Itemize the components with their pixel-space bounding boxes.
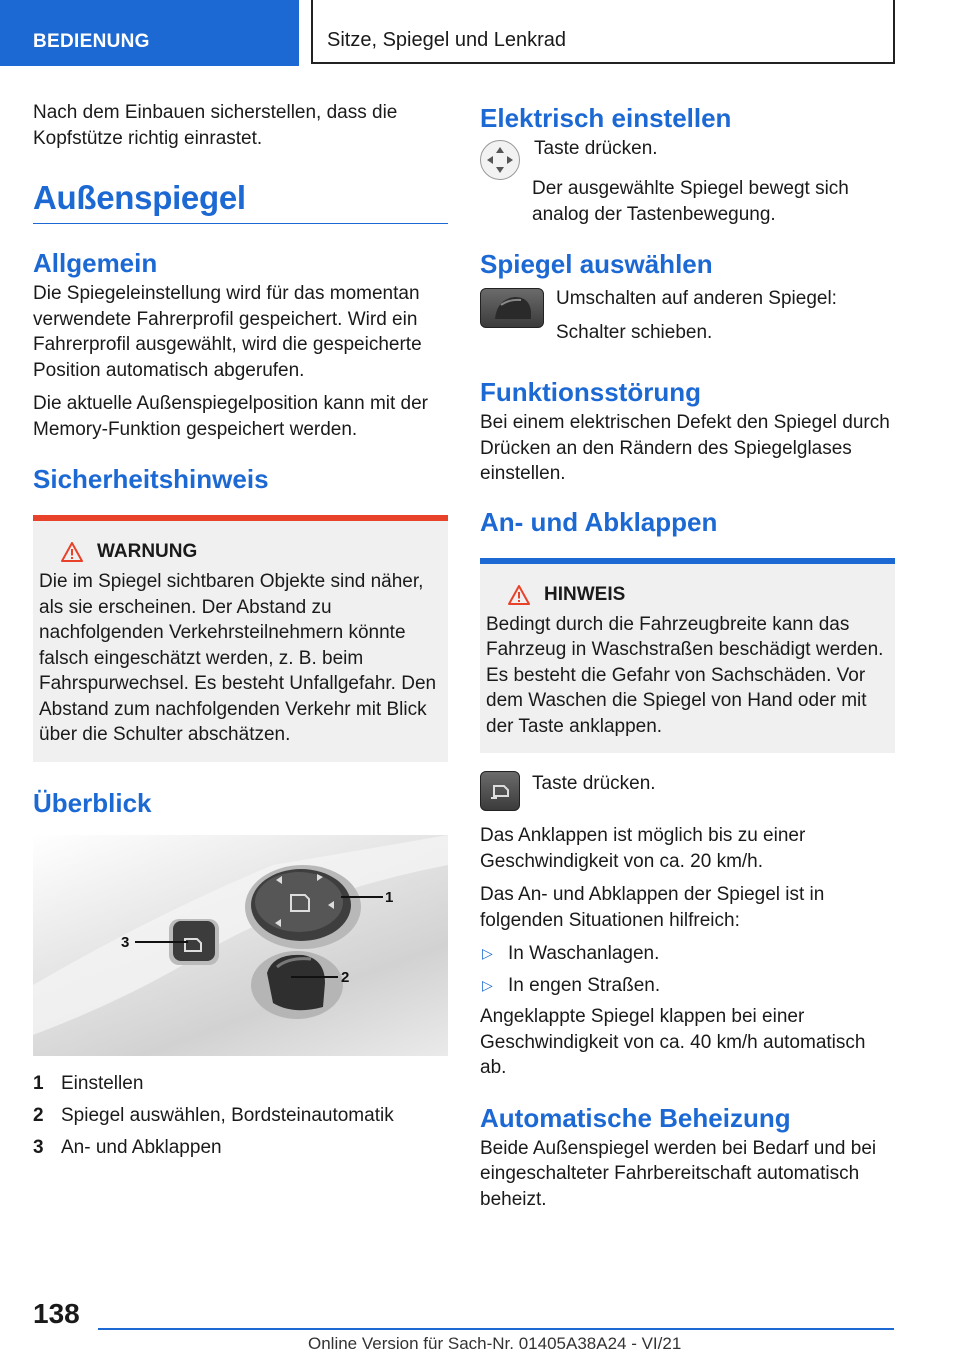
bullet-marker-icon: ▷ <box>482 945 493 961</box>
callout-2: 2 <box>341 968 350 986</box>
electric-heading: Elektrisch einstellen <box>480 103 732 133</box>
electric-paragraph-1: Taste drücken. <box>534 138 658 159</box>
overview-heading: Überblick <box>33 787 152 818</box>
footer-text: Online Version für Sach-Nr. 01405A38A24 - VI/21 <box>308 1334 682 1353</box>
fold-paragraph-3: Das An- und Abklappen der Spiegel ist in folgenden Situationen hilfreich: <box>480 884 825 931</box>
right-column <box>480 100 895 1220</box>
mirror-controls-image <box>33 835 448 1056</box>
malfunction-heading: Funktionsstörung <box>480 377 701 407</box>
legend-number: 2 <box>33 1104 44 1126</box>
general-paragraph-2: Die aktuelle Außenspiegelposition kann mit der Memory-Funktion gespeichert werden. <box>33 393 429 440</box>
fold-paragraph-1: Taste drücken. <box>532 773 656 794</box>
general-heading: Allgemein <box>33 248 158 278</box>
mirror-select-switch-icon <box>480 288 544 328</box>
chapter-header <box>311 0 895 64</box>
legend-label: Spiegel auswählen, Bordsteinautomatik <box>61 1104 394 1126</box>
page-title: Außenspiegel <box>33 179 448 224</box>
callout-1: 1 <box>385 888 394 906</box>
legend <box>33 1068 448 1164</box>
fold-button-icon <box>480 771 520 811</box>
select-paragraph-1: Umschalten auf anderen Spiegel: <box>556 288 837 309</box>
select-heading: Spiegel auswählen <box>480 249 713 279</box>
warning-box <box>33 515 448 762</box>
heating-heading: Automatische Beheizung <box>480 1102 791 1133</box>
callout-3: 3 <box>121 933 130 951</box>
intro-paragraph: Nach dem Einbauen sicherstellen, dass die Kopfstütze richtig einrastet. <box>33 102 398 149</box>
left-column <box>33 100 448 1164</box>
chapter-title: Sitze, Spiegel und Lenkrad <box>327 29 567 51</box>
page-number: 138 <box>33 1298 80 1329</box>
section-label: BEDIENUNG <box>33 31 150 52</box>
general-paragraph-1: Die Spiegeleinstellung wird für das momentan verwendete Fahrerprofil gespeichert. Wird ein Fahrerprofil ausgewählt, wird die gespeicherte Position automatisch abgerufen. <box>33 283 422 381</box>
notice-text: Bedingt durch die Fahrzeugbreite kann das Fahrzeug in Waschstraßen beschädigt werden. Es besteht die Gefahr von Sachschäden. Vor dem Waschen die Spiegel von Hand oder mit der Taste anklappen. <box>486 613 884 737</box>
legend-number: 1 <box>33 1072 44 1094</box>
electric-paragraph-2: Der ausgewählte Spiegel bewegt sich analog der Tastenbewegung. <box>532 178 849 225</box>
fold-heading: An- und Abklappen <box>480 506 718 537</box>
legend-number: 3 <box>33 1136 44 1158</box>
legend-label: An- und Abklappen <box>61 1136 222 1158</box>
warning-label: WARNUNG <box>97 541 198 562</box>
warning-text: Die im Spiegel sichtbaren Objekte sind näher, als sie erscheinen. Der Abstand zu nachfolgenden Verkehrsteilnehmern könnte falsch eingeschätzt werden, z. B. beim Fahrspurwechsel. Es besteht Unfallgefahr. Den Abstand zum nachfolgenden Verkehr mit Blick über die Schulter abschätzen. <box>39 571 437 745</box>
notice-box <box>480 558 895 754</box>
bullet-marker-icon: ▷ <box>482 976 493 993</box>
legend-item <box>33 1132 448 1164</box>
legend-item <box>33 1100 448 1132</box>
malfunction-paragraph: Bei einem elektrischen Defekt den Spiegel durch Drücken an den Rändern des Spiegelglases einstellen. <box>480 412 890 484</box>
fold-paragraph-2: Das Anklappen ist möglich bis zu einer Geschwindigkeit von ca. 20 km/h. <box>480 825 806 872</box>
list-item <box>480 941 895 967</box>
warning-triangle-icon <box>61 542 83 562</box>
legend-item <box>33 1068 448 1100</box>
notice-label: HINWEIS <box>544 583 626 605</box>
adjust-button-icon <box>480 140 520 180</box>
heating-paragraph: Beide Außenspiegel werden bei Bedarf und bei eingeschalteter Fahrbereitschaft automatisch beheizt. <box>480 1137 877 1210</box>
list-item <box>480 973 895 999</box>
section-tab <box>0 0 299 66</box>
legend-label: Einstellen <box>61 1072 144 1094</box>
fold-paragraph-4: Angeklappte Spiegel klappen bei einer Geschwindigkeit von ca. 40 km/h automatisch ab. <box>480 1006 866 1078</box>
notice-triangle-icon <box>508 585 530 605</box>
mirror-controls-illustration <box>33 835 448 1056</box>
bullet-text: In engen Straßen. <box>508 974 661 996</box>
select-paragraph-2: Schalter schieben. <box>556 321 713 343</box>
footer-divider <box>98 1328 894 1330</box>
bullet-text: In Waschanlagen. <box>508 943 660 964</box>
safety-heading: Sicherheitshinweis <box>33 464 269 494</box>
